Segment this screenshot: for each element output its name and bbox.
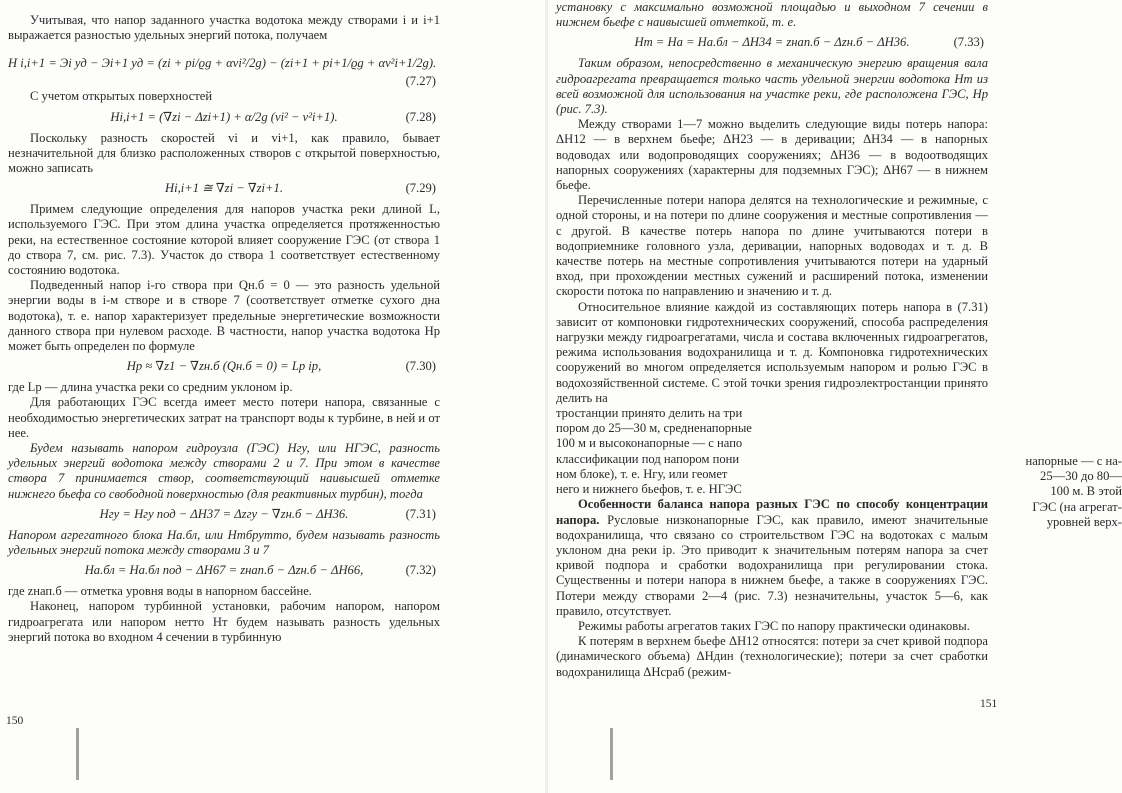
side-fragment xyxy=(994,454,1122,530)
fragment-line: ГЭС (на агрегат- xyxy=(1032,499,1122,514)
paragraph: Для работающих ГЭС всегда имеет место потери напора, связанные с необходимостью энергетических затрат на транспорт воды к турбине, в ней и от нее. xyxy=(8,395,440,440)
equation-7-33 xyxy=(556,31,988,55)
equation-number: (7.33) xyxy=(953,35,984,50)
fragment-line: уровней верх- xyxy=(1046,514,1122,529)
paragraph: Учитывая, что напор заданного участка водотока между створами i и i+1 выражается разностью удельных энергий потока, получаем xyxy=(8,13,440,43)
right-page xyxy=(548,0,1122,793)
equation-7-28 xyxy=(8,106,440,130)
equation-number: (7.27) xyxy=(405,74,436,89)
fragment-line: 100 м и высоконапорные — с напо xyxy=(556,436,743,451)
scan-artifact xyxy=(76,728,79,780)
equation-number: (7.29) xyxy=(405,181,436,196)
paragraph: установку с максимально возможной площадью и выходном 7 сечении в нижнем бьефе с наивысшей отметкой, т. е. xyxy=(556,0,988,30)
equation-body: Hа.бл = Hа.бл под − ΔH67 = zнап.б − Δzн.б − ΔH66, xyxy=(84,563,364,578)
equation-number: (7.31) xyxy=(405,506,436,521)
equation-body: H i,i+1 = Эi уд − Эi+1 уд = (zi + pi/ϱg + αvi²/2g) − (zi+1 + pi+1/ϱg + αv²i+1/2g). xyxy=(8,56,437,71)
page-number: 151 xyxy=(980,698,998,710)
fragment-line: пором до 25—30 м, средненапорные xyxy=(556,421,752,436)
paragraph: Русловые низконапорные ГЭС, как правило, имеют значительные водохранилища, что связано со строительством ГЭС на водотоках с малым уклоном дна реки iр. Это приводит к значительным потерям напора за счет кривой подпора и сработки водохранилища при регулировании стока. Существенны и потери напора в нижнем бьефе, а также в сооружениях ГЭС. Потери между створами 2—4 (рис. 7.3) незначительны, участок 5—6, как правило, отсутствует. xyxy=(556,512,988,618)
paragraph: Относительное влияние каждой из составляющих потерь напора в (7.31) зависит от компоновки гидротехнических сооружений, способа распределения нагрузки между гидроагрегатами, числа и состава включенных гидроагрегатов, режима использования водохранилища и т. д. Компоновка гидротехнических сооружений во многом определяется используемым напором и ролью ГЭС в водохозяйственной системе. С этой точки зрения гидроэлектростанции принято делить на xyxy=(556,299,988,405)
paragraph: Режимы работы агрегатов таких ГЭС по напору практически одинаковы. xyxy=(578,618,970,633)
paragraph: С учетом открытых поверхностей xyxy=(30,89,213,104)
fragment-line: классификации под напором пони xyxy=(556,451,740,466)
paragraph: Подведенный напор i-го створа при Qн.б = 0 — это разность удельной энергии воды в i-м створе и в створе 7 (соответствует отметке сухого дна водотока), т. е. напор характеризует предельные энергетические возможности данного створа при нулевом расходе. В частности, напор участка водотока Hр может быть определен по формуле xyxy=(8,278,440,354)
equation-number: (7.30) xyxy=(405,359,436,374)
paragraph: К потерям в верхнем бьефе ΔH12 относятся: потери за счет кривой подпора (динамического объема) ΔHдин (технологические); потери за счет сработки водохранилища ΔHсраб (режим- xyxy=(556,634,988,679)
paragraph: Наконец, напором турбинной установки, рабочим напором, напором гидроагрегата или напором нетто Hт будем называть разность удельных энергий потока во входном 4 сечении в турбинную xyxy=(8,599,440,644)
left-page xyxy=(0,0,545,793)
paragraph: Таким образом, непосредственно в механическую энергию вращения вала гидроагрегата превращается только часть удельной энергии водотока Hт из всей возможной для использования на участке реки, где расположена ГЭС, Hр (рис. 7.3). xyxy=(556,56,988,117)
equation-body: Hi,i+1 = (∇zi − Δzi+1) + α/2g (vi² − v²i+1). xyxy=(110,109,338,124)
left-text-column xyxy=(8,13,440,645)
equation-number: (7.28) xyxy=(405,109,436,124)
fragment-line: него и нижнего бьефов, т. е. HГЭС xyxy=(556,482,742,497)
equation-body: Hт = Hа = Hа.бл − ΔH34 = zнап.б − Δzн.б − ΔH36. xyxy=(634,35,910,50)
equation-body: Hгу = Hгу под − ΔH37 = Δzгу − ∇zн.б − ΔH36. xyxy=(99,506,349,521)
equation-7-32 xyxy=(8,559,440,583)
fragment-line: ном блоке), т. е. Hгу, или геомет xyxy=(556,466,728,481)
equation-7-29 xyxy=(8,177,440,201)
fragment-line: 25—30 до 80— xyxy=(1040,469,1122,484)
fragment-line: тростанции принято делить на три xyxy=(556,406,743,421)
paragraph: Примем следующие определения для напоров участка реки длиной L, используемого ГЭС. При этом длина участка определяется протяженностью реки, на естественное состояние которой влияет сооружение ГЭС (от створа 1 до створа 7, см. рис. 7.3). Участок до створа 1 соответствует естественному состоянию водотока. xyxy=(8,202,440,278)
equation-7-31 xyxy=(8,503,440,527)
page-number: 150 xyxy=(6,715,24,727)
fragment-line: напорные — с на- xyxy=(1025,454,1122,468)
equation-7-30 xyxy=(8,355,440,379)
paragraph: Поскольку разность скоростей vi и vi+1, как правило, бывает незначительной для близко расположенных створов с открытой поверхностью, можно записать xyxy=(8,130,440,176)
scan-artifact xyxy=(610,728,613,780)
right-text-column xyxy=(556,0,988,680)
definition-paragraph: Будем называть напором гидроузла (ГЭС) Hгу, или HГЭС, разность удельных энергий водотока между створами 2 и 7. При этом в качестве створа 7 принимается створ, соответствующий наивысшей отметке нижнего бьефа со свободной поверхностью (для реактивных турбин), тогда xyxy=(8,441,440,501)
paragraph: где zнап.б — отметка уровня воды в напорном бассейне. xyxy=(8,584,312,599)
paragraph: Между створами 1—7 можно выделить следующие виды потерь напора: ΔH12 — в верхнем бьефе; ΔH23 — в деривации; ΔH34 — в напорных водоводах или водопроводящих сооружениях; ΔH36 — в водоотводящих напорных сооружениях (характерны для подземных ГЭС); ΔH67 — в нижнем бьефе. xyxy=(556,117,988,193)
fragment-line: 100 м. В этой xyxy=(1050,484,1122,499)
section-heading: Особенности баланса напора разных ГЭС по способу концентрации напора. xyxy=(556,497,988,527)
equation-7-27 xyxy=(8,44,440,88)
paragraph: Перечисленные потери напора делятся на технологические и режимные, с одной стороны, и на потери по длине сооружения и местные сопротивления — с другой. В качестве потерь напора по длине учитываются потери в водоприемнике головного узла, деривации, напорных водоводах и т. д. В качестве потерь на местные сопротивления учитываются потери на ударный вход, при прохождении местных сужений и расширений потока, изменении скорости потока по направлению и значению и т. д. xyxy=(556,193,988,299)
clipped-fragment xyxy=(556,406,781,497)
definition-paragraph: Напором агрегатного блока Hа.бл, или Hтбрутто, будем называть разность удельных энергий потока между створами 3 и 7 xyxy=(8,527,440,558)
equation-body: Hр ≈ ∇z1 − ∇zн.б (Qн.б = 0) = Lр iр, xyxy=(126,359,322,374)
equation-number: (7.32) xyxy=(405,563,436,578)
equation-body: Hi,i+1 ≅ ∇zi − ∇zi+1. xyxy=(164,181,283,196)
paragraph: где Lр — длина участка реки со средним уклоном iр. xyxy=(8,380,293,395)
